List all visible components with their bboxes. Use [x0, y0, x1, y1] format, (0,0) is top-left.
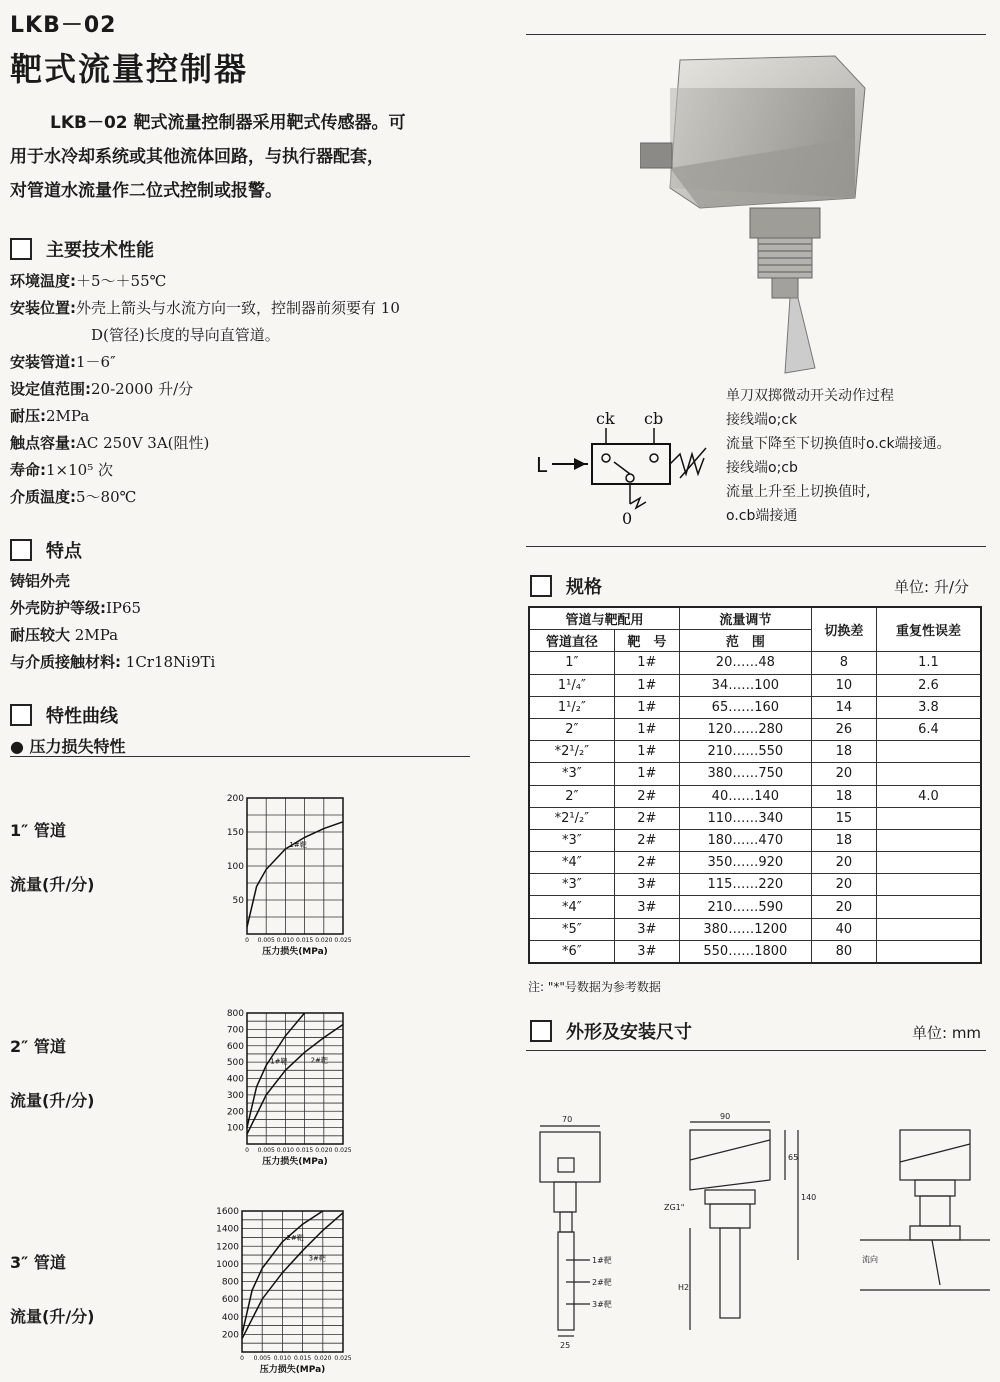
cell-range: 180……470 — [679, 829, 811, 851]
cell-pipe: 2″ — [529, 718, 614, 740]
series-label: 1#靶 — [289, 841, 307, 849]
chart-1-label: 1″ 管道 — [10, 821, 66, 840]
page-title: 靶式流量控制器 — [10, 50, 249, 88]
dim-65: 65 — [788, 1153, 799, 1162]
pressure-loss-chart-3in — [210, 1203, 355, 1378]
tech-item: 安装管道:1－6″ — [10, 353, 116, 371]
switch-line: o.cb端接通 — [726, 508, 798, 524]
cell-range: 115……220 — [679, 874, 811, 896]
th-target: 靶 号 — [614, 630, 679, 652]
dims-unit: 单位: mm — [912, 1024, 982, 1042]
cell-repeat: 6.4 — [876, 718, 981, 740]
cell-switch-diff: 18 — [811, 829, 876, 851]
y-tick-label: 100 — [226, 862, 244, 872]
cell-pipe: 1″ — [529, 652, 614, 674]
th-range-top: 流量调节 — [679, 607, 811, 630]
chart-svg — [215, 1005, 355, 1170]
series-label: 2#靶 — [310, 1056, 328, 1065]
cell-switch-diff: 40 — [811, 918, 876, 940]
cell-target: 2# — [614, 807, 679, 829]
y-tick-label: 400 — [226, 1074, 244, 1085]
tech-section-title: 主要技术性能 — [46, 240, 154, 261]
feature-item: 铸铝外壳 — [10, 572, 71, 590]
cell-pipe: *3″ — [529, 763, 614, 785]
cell-range: 350……920 — [679, 852, 811, 874]
dims-section-heading — [530, 1018, 692, 1044]
y-tick-label: 1400 — [216, 1224, 239, 1235]
chart-svg — [215, 790, 355, 960]
dims-section-title: 外形及安装尺寸 — [566, 1022, 692, 1043]
curves-section-heading — [10, 702, 118, 728]
table-row — [529, 874, 981, 896]
dim-target-2: 2#靶 — [592, 1278, 612, 1287]
table-row — [529, 940, 981, 963]
y-tick-label: 800 — [226, 1009, 244, 1019]
cell-pipe: *4″ — [529, 852, 614, 874]
cell-range: 34……100 — [679, 674, 811, 696]
feature-item: 耐压较大 2MPa — [10, 626, 119, 644]
table-row — [529, 718, 981, 740]
checkbox-icon — [10, 238, 32, 260]
x-tick-label: 0.015 — [294, 1355, 312, 1362]
cell-target: 2# — [614, 829, 679, 851]
x-axis-label: 压力损失(MPa) — [259, 1365, 326, 1375]
switch-description — [726, 384, 996, 528]
y-tick-label: 1600 — [216, 1207, 239, 1217]
cell-pipe: 1¹/₄″ — [529, 674, 614, 696]
cell-switch-diff: 18 — [811, 785, 876, 807]
cell-range: 20……48 — [679, 652, 811, 674]
dim-zg: ZG1" — [664, 1203, 685, 1212]
cell-switch-diff: 8 — [811, 652, 876, 674]
cell-repeat — [876, 896, 981, 918]
cell-pipe: *3″ — [529, 829, 614, 851]
x-tick-label: 0.015 — [296, 1147, 314, 1154]
dimension-drawings — [520, 1110, 990, 1360]
y-tick-label: 100 — [226, 1123, 244, 1134]
spec-section-title: 规格 — [566, 577, 602, 598]
cell-switch-diff: 14 — [811, 696, 876, 718]
cell-switch-diff: 26 — [811, 718, 876, 740]
switch-line: 单刀双掷微动开关动作过程 — [726, 388, 894, 404]
cell-range: 210……590 — [679, 896, 811, 918]
tech-item: 介质温度:5～80℃ — [10, 488, 137, 506]
series-line — [242, 1213, 343, 1339]
series-line — [247, 822, 343, 927]
dim-90: 90 — [720, 1112, 731, 1121]
schematic-ck-label: ck — [596, 409, 615, 428]
y-tick-label: 800 — [221, 1277, 239, 1288]
switch-line: 接线端o;cb — [726, 460, 798, 476]
dim-140: 140 — [801, 1193, 817, 1202]
cell-switch-diff: 80 — [811, 940, 876, 963]
x-tick-label: 0.005 — [257, 937, 275, 944]
cell-pipe: *2¹/₂″ — [529, 741, 614, 763]
divider — [526, 1050, 986, 1051]
checkbox-icon — [10, 704, 32, 726]
cell-switch-diff: 20 — [811, 896, 876, 918]
schematic-cb-label: cb — [644, 409, 664, 428]
flow-label: 流量(升/分) — [10, 1091, 95, 1110]
series-label: 2#靶 — [286, 1233, 304, 1242]
table-row — [529, 674, 981, 696]
cell-switch-diff: 18 — [811, 741, 876, 763]
features-section-title: 特点 — [46, 541, 82, 562]
tech-item: 耐压:2MPa — [10, 407, 90, 425]
cell-pipe: *2¹/₂″ — [529, 807, 614, 829]
flow-label: 流量(升/分) — [10, 875, 95, 894]
table-row — [529, 829, 981, 851]
table-row — [529, 918, 981, 940]
chart-2-label: 2″ 管道 — [10, 1037, 66, 1056]
spec-note: 注: "*"号数据为参考数据 — [528, 980, 661, 994]
divider — [526, 34, 986, 35]
switch-schematic — [530, 408, 720, 533]
tech-item: 寿命:1×10⁵ 次 — [10, 461, 113, 479]
y-tick-label: 200 — [226, 794, 244, 804]
y-tick-label: 50 — [232, 896, 244, 906]
cell-pipe: 1¹/₂″ — [529, 696, 614, 718]
x-tick-label: 0.015 — [296, 937, 314, 944]
cell-repeat — [876, 807, 981, 829]
cell-range: 65……160 — [679, 696, 811, 718]
dim-target-3: 3#靶 — [592, 1300, 612, 1309]
cell-repeat — [876, 918, 981, 940]
cell-pipe: *3″ — [529, 874, 614, 896]
table-row — [529, 896, 981, 918]
flow-label: 流量(升/分) — [10, 1307, 95, 1326]
cell-target: 1# — [614, 741, 679, 763]
intro-line-1: LKB－02 靶式流量控制器采用靶式传感器。可 — [50, 113, 406, 133]
tech-item: 环境温度:＋5～＋55℃ — [10, 272, 167, 290]
chart-3-label: 3″ 管道 — [10, 1253, 66, 1272]
x-tick-label: 0.020 — [314, 1355, 332, 1362]
cell-repeat: 4.0 — [876, 785, 981, 807]
th-pipe: 管道直径 — [529, 630, 614, 652]
divider — [10, 756, 470, 757]
cell-range: 110……340 — [679, 807, 811, 829]
cell-target: 1# — [614, 674, 679, 696]
cell-target: 2# — [614, 785, 679, 807]
schematic-l-label: L — [536, 453, 548, 477]
cell-target: 3# — [614, 874, 679, 896]
cell-target: 3# — [614, 918, 679, 940]
tech-item: 设定值范围:20-2000 升/分 — [10, 380, 194, 398]
checkbox-icon — [530, 575, 552, 597]
table-row — [529, 696, 981, 718]
table-row — [529, 785, 981, 807]
intro-line-3: 对管道水流量作二位式控制或报警。 — [10, 181, 282, 201]
cell-target: 1# — [614, 718, 679, 740]
cell-repeat: 1.1 — [876, 652, 981, 674]
y-tick-label: 1200 — [216, 1242, 239, 1253]
tech-item: 触点容量:AC 250V 3A(阻性) — [10, 434, 210, 452]
spec-section-heading — [530, 573, 602, 599]
feature-item: 与介质接触材料: 1Cr18Ni9Ti — [10, 653, 216, 671]
checkbox-icon — [10, 539, 32, 561]
x-tick-label: 0.025 — [334, 1355, 352, 1362]
x-tick-label: 0 — [245, 937, 249, 944]
th-switch-diff: 切换差 — [811, 607, 876, 652]
table-row — [529, 741, 981, 763]
y-tick-label: 150 — [226, 828, 244, 838]
tech-item: D(管径)长度的导向直管道。 — [91, 326, 280, 344]
cell-pipe: *5″ — [529, 918, 614, 940]
x-tick-label: 0 — [245, 1147, 249, 1154]
cell-target: 1# — [614, 763, 679, 785]
y-tick-label: 200 — [226, 1107, 244, 1118]
spec-table — [528, 606, 982, 964]
chart-svg — [210, 1203, 355, 1378]
table-row — [529, 652, 981, 674]
cell-range: 380……1200 — [679, 918, 811, 940]
y-tick-label: 400 — [221, 1312, 239, 1323]
dim-70: 70 — [562, 1115, 573, 1124]
cell-range: 210……550 — [679, 741, 811, 763]
series-line — [247, 1025, 343, 1135]
cell-repeat — [876, 829, 981, 851]
cell-range: 550……1800 — [679, 940, 811, 963]
cell-switch-diff: 20 — [811, 852, 876, 874]
cell-repeat — [876, 874, 981, 896]
dim-25: 25 — [560, 1341, 571, 1350]
series-label: 3#靶 — [308, 1254, 326, 1263]
cell-repeat: 3.8 — [876, 696, 981, 718]
y-tick-label: 600 — [226, 1041, 244, 1052]
x-axis-label: 压力损失(MPa) — [262, 947, 328, 957]
x-tick-label: 0 — [240, 1355, 244, 1362]
x-tick-label: 0.025 — [334, 937, 352, 944]
pressure-loss-chart-1in — [215, 790, 355, 960]
cell-pipe: *6″ — [529, 940, 614, 963]
switch-line: 流量上升至上切换值时, — [726, 484, 871, 500]
cell-range: 380……750 — [679, 763, 811, 785]
model-code: LKB－02 — [10, 13, 117, 38]
cell-repeat: 2.6 — [876, 674, 981, 696]
cell-pipe: *4″ — [529, 896, 614, 918]
cell-repeat — [876, 763, 981, 785]
switch-line: 流量下降至下切换值时o.ck端接通。 — [726, 436, 951, 452]
cell-repeat — [876, 940, 981, 963]
checkbox-icon — [530, 1020, 552, 1042]
cell-switch-diff: 15 — [811, 807, 876, 829]
cell-switch-diff: 20 — [811, 874, 876, 896]
divider — [526, 546, 986, 547]
cell-range: 120……280 — [679, 718, 811, 740]
table-row — [529, 852, 981, 874]
x-tick-label: 0.005 — [257, 1147, 275, 1154]
features-section-heading — [10, 537, 82, 563]
x-tick-label: 0.010 — [273, 1355, 291, 1362]
y-tick-label: 700 — [226, 1025, 244, 1036]
x-axis-label: 压力损失(MPa) — [262, 1157, 328, 1167]
tech-section-heading — [10, 236, 154, 262]
dim-target-1: 1#靶 — [592, 1256, 612, 1265]
cell-repeat — [876, 852, 981, 874]
intro-line-2: 用于水冷却系统或其他流体回路，与执行器配套， — [10, 147, 384, 167]
spec-unit: 单位: 升/分 — [894, 578, 969, 596]
x-tick-label: 0.005 — [253, 1355, 271, 1362]
x-tick-label: 0.010 — [276, 1147, 294, 1154]
y-tick-label: 300 — [226, 1090, 244, 1101]
table-row — [529, 763, 981, 785]
cell-target: 3# — [614, 896, 679, 918]
table-row — [529, 807, 981, 829]
th-repeat: 重复性误差 — [876, 607, 981, 652]
cell-range: 40……140 — [679, 785, 811, 807]
cell-target: 2# — [614, 852, 679, 874]
th-range-bottom: 范 围 — [679, 630, 811, 652]
dim-flow: 流向 — [862, 1255, 878, 1264]
y-tick-label: 1000 — [216, 1259, 239, 1270]
schematic-o-label: 0 — [622, 509, 633, 528]
cell-repeat — [876, 741, 981, 763]
pressure-loss-subtitle: ● 压力损失特性 — [10, 737, 126, 756]
x-tick-label: 0.025 — [334, 1147, 352, 1154]
dim-h: H2 — [678, 1283, 690, 1292]
cell-pipe: 2″ — [529, 785, 614, 807]
cell-target: 1# — [614, 652, 679, 674]
th-group: 管道与靶配用 — [529, 607, 679, 630]
product-photo — [640, 48, 880, 378]
series-label: 1#靶 — [270, 1057, 288, 1066]
cell-target: 3# — [614, 940, 679, 963]
cell-switch-diff: 10 — [811, 674, 876, 696]
feature-item: 外壳防护等级:IP65 — [10, 599, 142, 617]
x-tick-label: 0.020 — [315, 937, 333, 944]
x-tick-label: 0.010 — [276, 937, 294, 944]
tech-item: 安装位置:外壳上箭头与水流方向一致，控制器前须要有 10 — [10, 299, 400, 317]
y-tick-label: 200 — [221, 1330, 239, 1341]
x-tick-label: 0.020 — [315, 1147, 333, 1154]
y-tick-label: 500 — [226, 1058, 244, 1069]
curves-section-title: 特性曲线 — [46, 706, 118, 727]
switch-line: 接线端o;ck — [726, 412, 798, 428]
y-tick-label: 600 — [221, 1295, 239, 1306]
cell-target: 1# — [614, 696, 679, 718]
pressure-loss-chart-2in — [215, 1005, 355, 1170]
cell-switch-diff: 20 — [811, 763, 876, 785]
intro-paragraph — [10, 106, 480, 208]
